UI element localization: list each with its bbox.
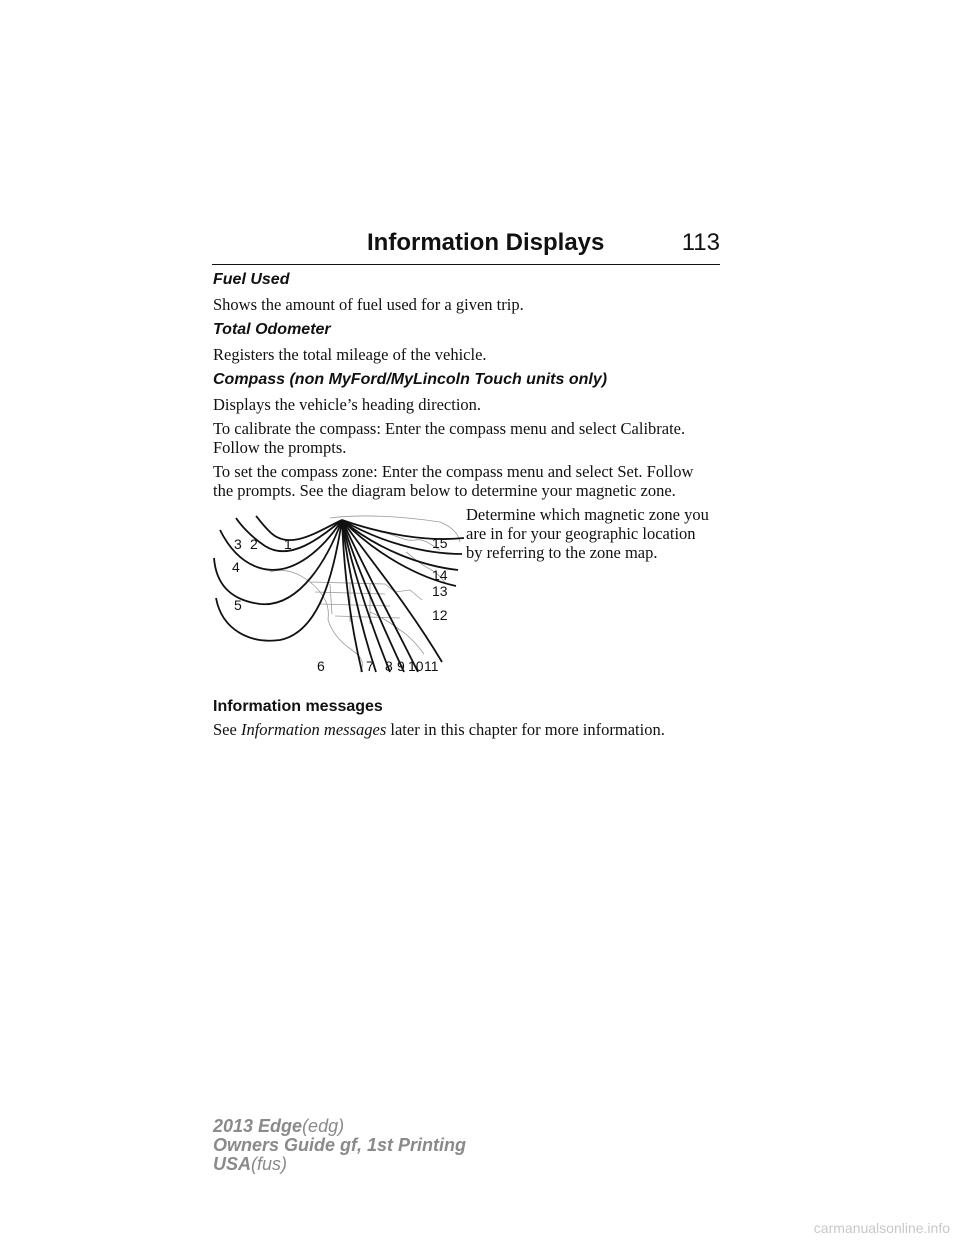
heading-compass: Compass (non MyFord/MyLincoln Touch units only) [213,371,608,388]
heading-information-messages: Information messages [213,698,383,715]
zone-label-12: 12 [432,607,448,623]
zone-instructions-line-2: are in for your geographic location [466,524,696,543]
zone-label-1: 1 [284,536,292,552]
zone-label-15: 15 [432,535,448,551]
footer-model-code: (edg) [302,1116,345,1136]
watermark: carmanualsonline.info [813,1220,950,1236]
zone-label-7: 7 [366,658,374,674]
page-footer [213,1117,466,1174]
heading-total-odometer: Total Odometer [213,321,331,338]
zone-label-4: 4 [232,559,240,575]
zone-label-2: 2 [250,536,258,552]
see-suffix: later in this chapter for more information. [390,720,665,739]
zone-label-13: 13 [432,583,448,599]
zone-label-6: 6 [317,658,325,674]
text-compass-zone-1: To set the compass zone: Enter the compass menu and select Set. Follow [213,462,694,481]
footer-market-code: (fus) [251,1154,288,1174]
see-prefix: See [213,720,237,739]
text-see-information-messages [213,720,665,739]
text-total-odometer: Registers the total mileage of the vehicle. [213,345,487,364]
page-number: 113 [681,229,720,256]
zone-label-5: 5 [234,597,242,613]
text-fuel-used: Shows the amount of fuel used for a given trip. [213,295,524,314]
footer-line-3 [213,1155,466,1174]
zone-label-10: 10 [408,658,424,674]
chapter-title: Information Displays [367,229,605,256]
zone-instructions-line-3: by referring to the zone map. [466,543,658,562]
zone-label-3: 3 [234,536,242,552]
text-compass-calibrate-2: Follow the prompts. [213,438,347,457]
footer-line-2 [213,1136,466,1155]
compass-zone-map [210,512,466,682]
heading-fuel-used: Fuel Used [213,271,290,288]
zone-label-9: 9 [397,658,405,674]
footer-line-1 [213,1117,466,1136]
text-compass-zone-2: the prompts. See the diagram below to determine your magnetic zone. [213,481,676,500]
zone-instructions-line-1: Determine which magnetic zone you [466,505,709,524]
zone-label-11: 11 [424,658,439,674]
page-header [212,228,720,265]
footer-model: 2013 Edge [213,1116,303,1136]
information-messages-reference: Information messages [240,720,387,739]
text-compass-calibrate-1: To calibrate the compass: Enter the compass menu and select Calibrate. [213,419,686,438]
text-compass-heading-direction: Displays the vehicle’s heading direction. [213,395,482,414]
zone-label-14: 14 [432,567,448,583]
footer-market: USA [213,1154,252,1174]
footer-guide: Owners Guide gf, 1st Printing [213,1135,467,1155]
text-zone-instructions [466,505,722,562]
zone-label-8: 8 [385,658,393,674]
